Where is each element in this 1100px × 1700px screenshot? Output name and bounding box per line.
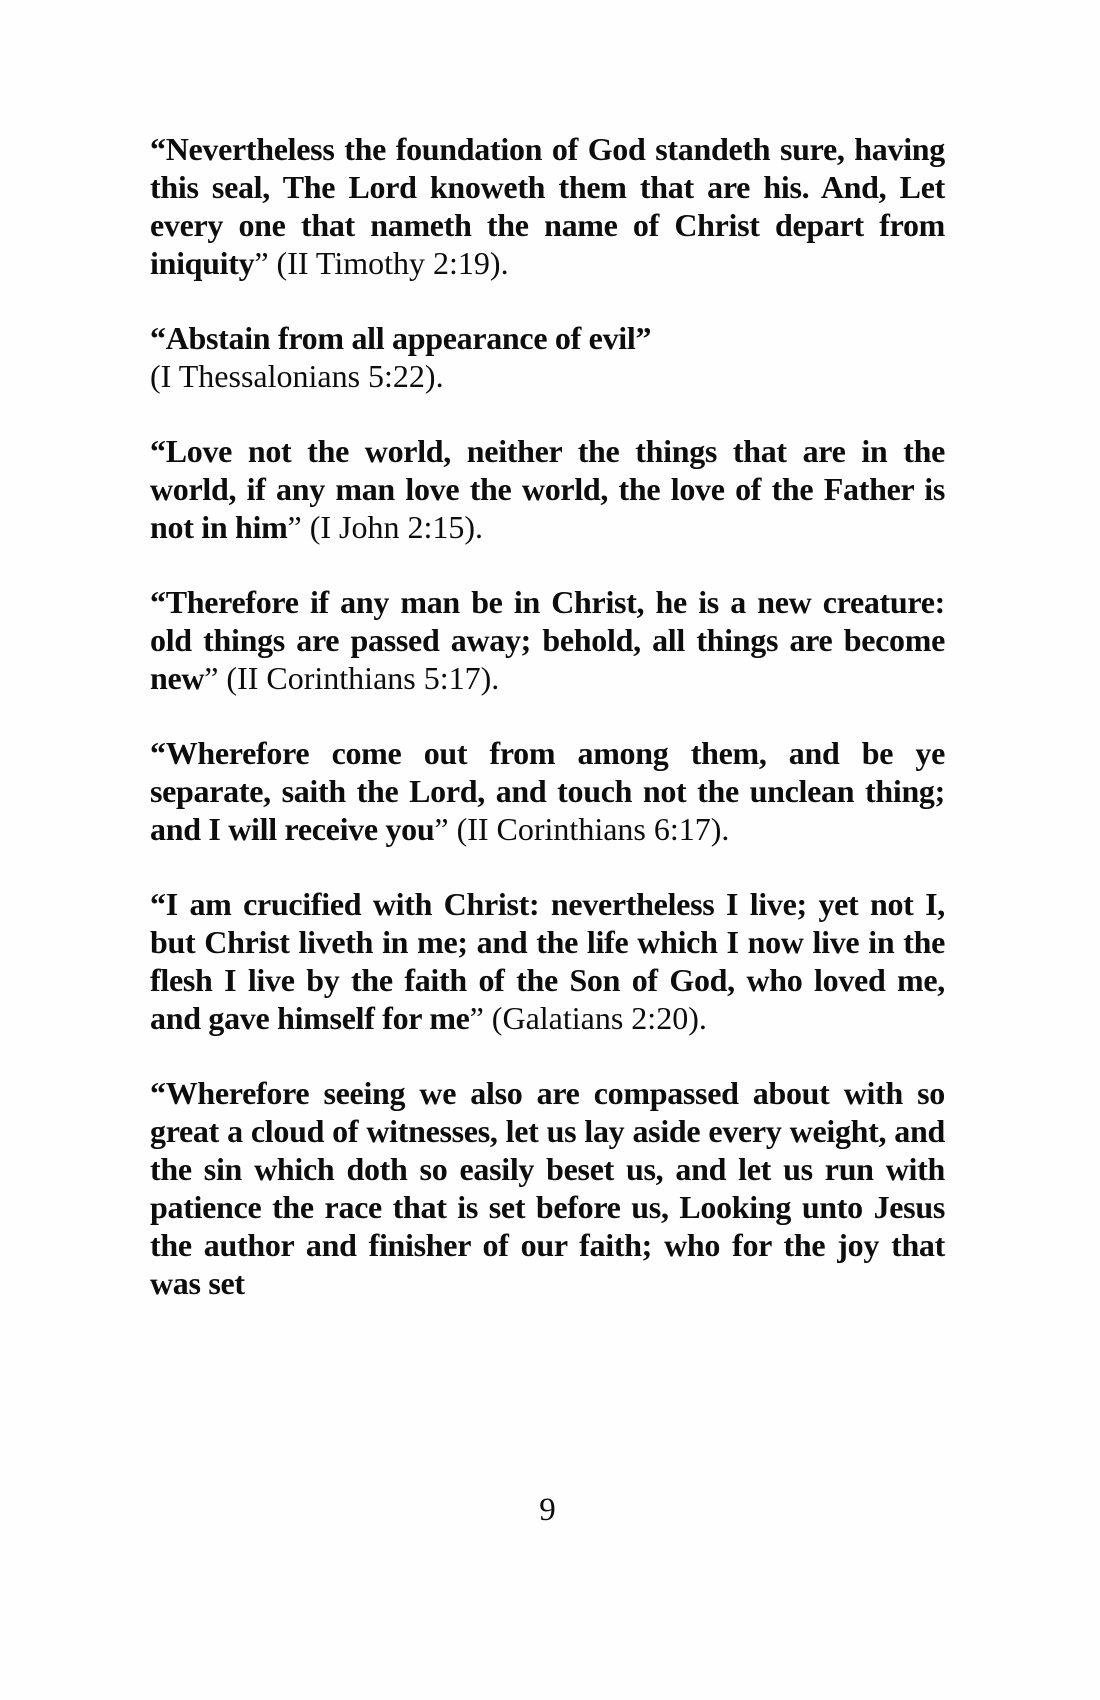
body-text [150,130,945,1339]
verse-citation: ” (II Corinthians 5:17). [204,660,500,696]
verse-citation: ” (I John 2:15). [287,509,484,545]
verse-paragraph [150,583,945,697]
verse-paragraph [150,432,945,546]
verse-paragraph [150,319,945,395]
verse-citation: ” (II Corinthians 6:17). [434,811,730,847]
verse-paragraph [150,885,945,1037]
verse-quote: “Wherefore seeing we also are compassed about with so great a cloud of witnesses, let us lay aside every weight, and the sin which doth so easily beset us, and let us run with patience the race that is set before us, Looking unto Jesus the author and finisher of our faith; who for the joy that was set [150,1075,945,1301]
verse-citation: (I Thessalonians 5:22). [150,358,444,394]
verse-quote: “Abstain from all appearance of evil” [150,320,652,356]
verse-citation: ” (II Timothy 2:19). [254,245,509,281]
verse-citation: ” (Galatians 2:20). [469,1000,707,1036]
verse-quote: “Wherefore come out from among them, and be ye separate, saith the Lord, and touch not the unclean thing; and I will receive you [150,735,945,847]
verse-quote: “Love not the world, neither the things that are in the world, if any man love the world, the love of the Father is not in him [150,433,945,545]
verse-quote: “Nevertheless the foundation of God standeth sure, having this seal, The Lord knoweth them that are his. And, Let every one that nameth the name of Christ depart from iniquity [150,131,945,281]
verse-paragraph [150,130,945,282]
verse-paragraph [150,1074,945,1302]
verse-quote: “I am crucified with Christ: nevertheless I live; yet not I, but Christ liveth in me; and the life which I now live in the flesh I live by the faith of the Son of God, who loved me, and gave himself for me [150,886,945,1036]
verse-quote: “Therefore if any man be in Christ, he is a new creature: old things are passed away; behold, all things are become new [150,584,945,696]
page-number: 9 [539,1492,556,1528]
verse-paragraph [150,734,945,848]
